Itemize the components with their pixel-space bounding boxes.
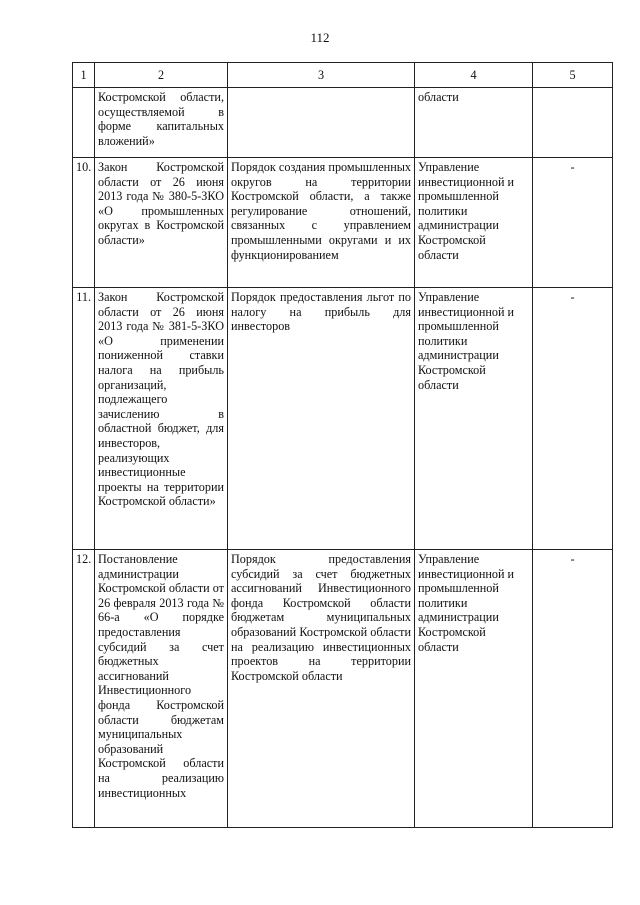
notes-cell: - [533, 550, 613, 828]
responsible-body: Управление инвестиционной и промышленной политики администрации Костромской области [415, 288, 533, 550]
responsible-body: Управление инвестиционной и промышленной политики администрации Костромской области [415, 158, 533, 288]
regulations-table [72, 62, 613, 828]
row-number: 10. [73, 158, 95, 288]
table-row [73, 550, 613, 828]
regulation-subject: Порядок создания промышленных округов на территории Костромской области, а также регулирование отношений, связанных с управлением промышленными округами и их функционированием [228, 158, 415, 288]
regulation-subject: Порядок предоставления льгот по налогу на прибыль для инвесторов [228, 288, 415, 550]
regulation-title: Постановление администрации Костромской области от 26 февраля 2013 года № 66-а «О порядке предоставления субсидий за счет бюджетных ассигнований Инвестиционного фонда Костромской области бюджетам муниципальных образований Костромской области на реализацию инвестиционных [95, 550, 228, 828]
regulation-subject: Порядок предоставления субсидий за счет бюджетных ассигнований Инвестиционного фонда Костромской области бюджетам муниципальных образований Костромской области на реализацию инвестиционных проектов на территории Костромской области [228, 550, 415, 828]
header-cell-4: 4 [415, 63, 533, 88]
notes-cell [533, 88, 613, 158]
table-row [73, 158, 613, 288]
table-header-row [73, 63, 613, 88]
regulation-title: Закон Костромской области от 26 июня 2013 года № 380-5-ЗКО «О промышленных округах в Костромской области» [95, 158, 228, 288]
header-cell-5: 5 [533, 63, 613, 88]
notes-cell: - [533, 288, 613, 550]
row-number: 12. [73, 550, 95, 828]
responsible-body: области [415, 88, 533, 158]
regulation-subject [228, 88, 415, 158]
header-cell-2: 2 [95, 63, 228, 88]
header-cell-3: 3 [228, 63, 415, 88]
responsible-body: Управление инвестиционной и промышленной политики администрации Костромской области [415, 550, 533, 828]
row-number [73, 88, 95, 158]
regulation-title: Закон Костромской области от 26 июня 2013 года № 381-5-ЗКО «О применении пониженной ставки налога на прибыль организаций, подлежащего зачислению в областной бюджет, для инвесторов, реализующих инвестиционные проекты на территории Костромской области» [95, 288, 228, 550]
page-number: 112 [310, 30, 330, 45]
header-cell-1: 1 [73, 63, 95, 88]
row-number: 11. [73, 288, 95, 550]
table-row [73, 288, 613, 550]
notes-cell: - [533, 158, 613, 288]
table-row [73, 88, 613, 158]
regulation-title: Костромской области, осуществляемой в форме капитальных вложений» [95, 88, 228, 158]
